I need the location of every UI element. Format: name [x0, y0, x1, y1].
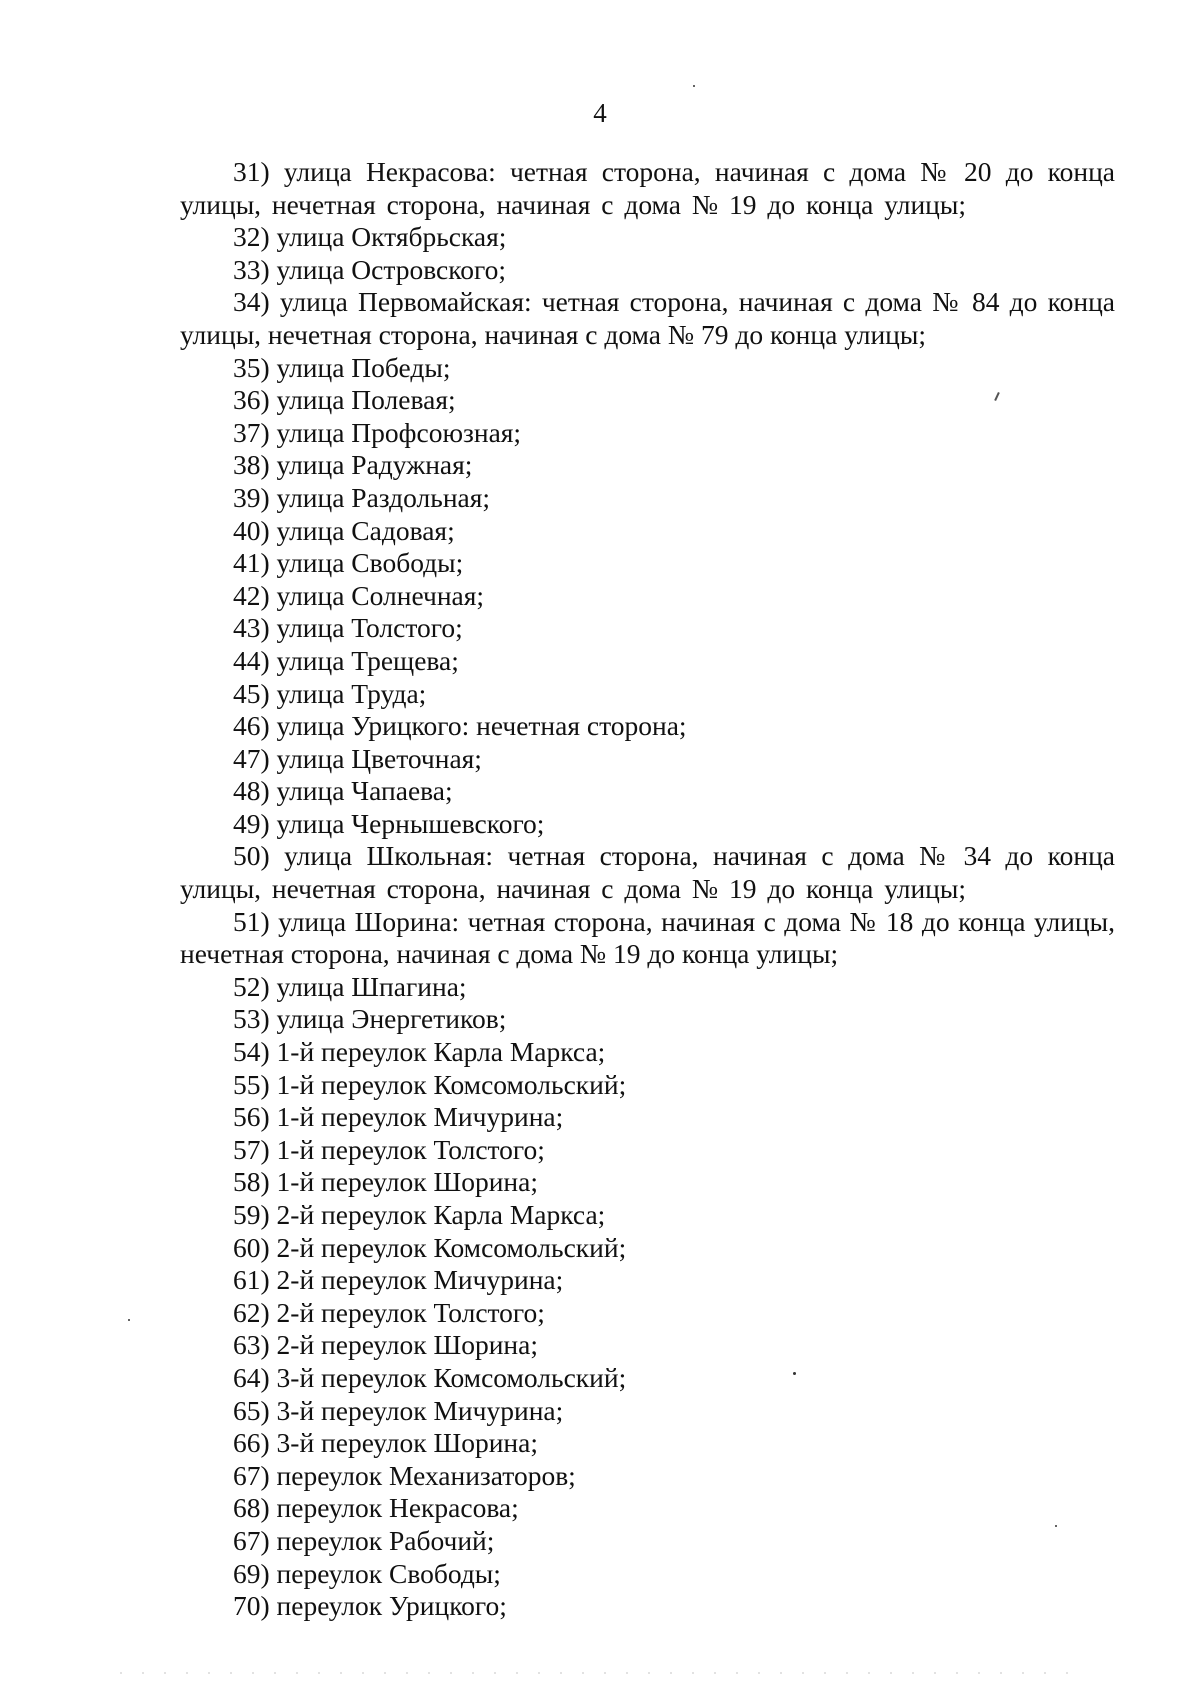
list-item: 66) 3-й переулок Шорина;: [233, 1427, 538, 1459]
list-item: 58) 1-й переулок Шорина;: [233, 1166, 538, 1198]
list-item: 65) 3-й переулок Мичурина;: [233, 1394, 564, 1426]
list-item: 46) улица Урицкого: нечетная сторона;: [233, 710, 687, 742]
list-item: 64) 3-й переулок Комсомольский;: [233, 1361, 627, 1393]
list-item: 60) 2-й переулок Комсомольский;: [233, 1231, 627, 1263]
scan-speck: [1055, 1525, 1057, 1527]
list-item: 36) улица Полевая;: [233, 384, 456, 416]
list-item: 70) переулок Урицкого;: [233, 1590, 507, 1622]
list-item: 57) 1-й переулок Толстого;: [233, 1133, 545, 1165]
list-item: 68) переулок Некрасова;: [233, 1492, 519, 1524]
list-item: 67) переулок Механизаторов;: [233, 1459, 576, 1491]
list-item: 39) улица Раздольная;: [233, 481, 491, 513]
list-item: 41) улица Свободы;: [233, 547, 464, 579]
list-item: 67) переулок Рабочий;: [233, 1524, 495, 1556]
list-item: 54) 1-й переулок Карла Маркса;: [233, 1036, 606, 1068]
list-item: 51) улица Шорина: четная сторона, начиная с дома № 18 до конца улицы, нечетная сторона, начиная с дома № 19 до конца улицы;: [180, 905, 1115, 970]
list-item: 61) 2-й переулок Мичурина;: [233, 1264, 564, 1296]
list-item: 40) улица Садовая;: [233, 514, 455, 546]
list-item: 49) улица Чернышевского;: [233, 807, 545, 839]
list-item: 32) улица Октябрьская;: [233, 221, 507, 253]
page-number: 4: [593, 98, 607, 128]
list-item: 31) улица Некрасова: четная сторона, начиная с дома № 20 до конца улицы, нечетная сторона, начиная с дома № 19 до конца улицы;: [180, 156, 1115, 220]
list-item: 33) улица Островского;: [233, 253, 506, 285]
scan-noise: [120, 1672, 1080, 1674]
street-list: [180, 156, 1115, 1623]
list-item: 48) улица Чапаева;: [233, 775, 453, 807]
list-item: 69) переулок Свободы;: [233, 1557, 501, 1589]
list-item: 59) 2-й переулок Карла Маркса;: [233, 1199, 606, 1230]
list-item: 52) улица Шпагина;: [233, 970, 467, 1002]
list-item: 47) улица Цветочная;: [233, 742, 482, 774]
list-item: 55) 1-й переулок Комсомольский;: [233, 1068, 627, 1100]
list-item: 37) улица Профсоюзная;: [233, 416, 522, 448]
list-item: 63) 2-й переулок Шорина;: [233, 1329, 538, 1361]
list-item: 56) 1-й переулок Мичурина;: [233, 1101, 564, 1133]
list-item: 50) улица Школьная: четная сторона, начиная с дома № 34 до конца улицы, нечетная сторона, начиная с дома № 19 до конца улицы;: [180, 840, 1115, 905]
scan-speck: [128, 1319, 130, 1321]
list-item: 38) улица Радужная;: [233, 449, 473, 481]
list-item: 34) улица Первомайская: четная сторона, начиная с дома № 84 до конца улицы, нечетная сторона, начиная с дома № 79 до конца улицы;: [180, 286, 1115, 350]
list-item: 62) 2-й переулок Толстого;: [233, 1296, 545, 1328]
scan-speck: [793, 1372, 796, 1375]
list-item: 43) улица Толстого;: [233, 612, 463, 644]
list-item: 53) улица Энергетиков;: [233, 1003, 507, 1035]
list-item: 35) улица Победы;: [233, 351, 451, 383]
list-item: 45) улица Труда;: [233, 677, 427, 709]
list-item: 44) улица Трещева;: [233, 644, 459, 676]
list-item: 42) улица Солнечная;: [233, 579, 485, 611]
scan-speck: [693, 85, 695, 87]
